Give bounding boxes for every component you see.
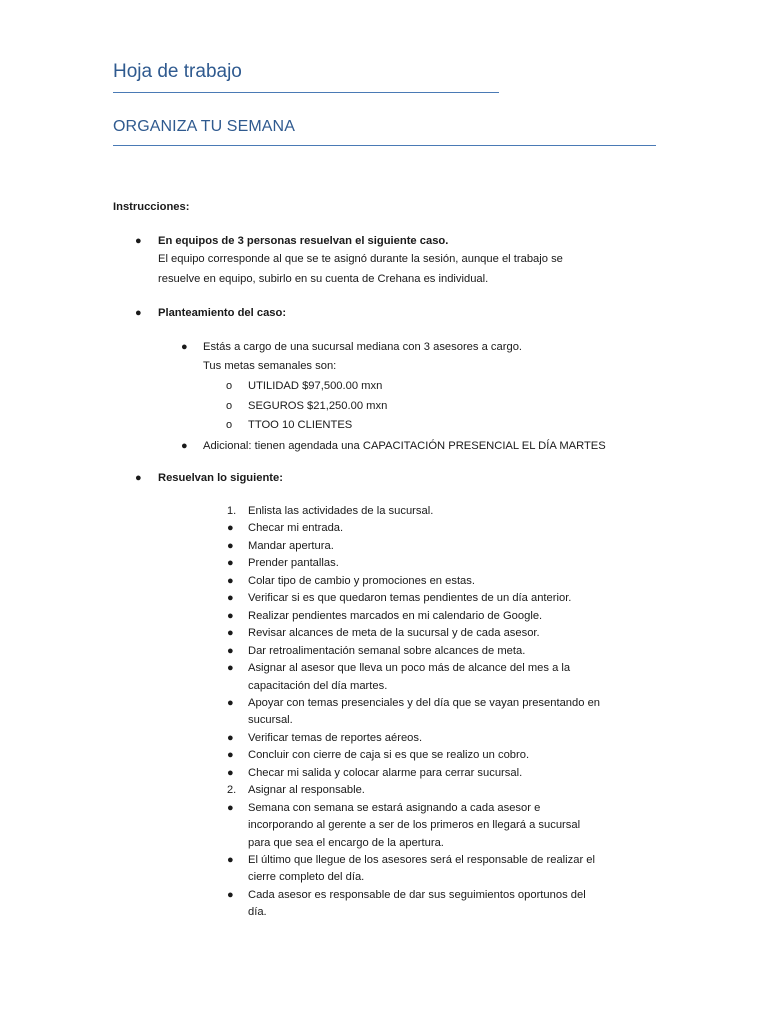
- section1-text-line: resuelve en equipo, subirlo en su cuenta de Crehana es individual.: [158, 273, 489, 285]
- list-item: Asignar al responsable.: [248, 784, 365, 796]
- bullet-icon: ●: [227, 802, 234, 814]
- section2-heading: Planteamiento del caso:: [158, 307, 287, 319]
- bullet-icon: ●: [135, 472, 142, 484]
- list-item: Verificar si es que quedaron temas pendientes de un día anterior.: [248, 592, 572, 604]
- bullet-icon: ●: [227, 732, 234, 744]
- list-number: 1.: [227, 505, 237, 517]
- list-item: Checar mi salida y colocar alarme para cerrar sucursal.: [248, 767, 523, 779]
- case-item-line: Estás a cargo de una sucursal mediana con 3 asesores a cargo.: [203, 341, 523, 353]
- bullet-icon: ●: [227, 767, 234, 779]
- list-item: Semana con semana se estará asignando a cada asesor e: [248, 802, 541, 814]
- list-item: Prender pantallas.: [248, 557, 339, 569]
- bullet-icon: ●: [227, 592, 234, 604]
- bullet-icon: ●: [227, 610, 234, 622]
- section1-text-line: El equipo corresponde al que se te asignó durante la sesión, aunque el trabajo se: [158, 253, 563, 265]
- list-item: Cada asesor es responsable de dar sus seguimientos oportunos del: [248, 889, 586, 901]
- list-item: Asignar al asesor que lleva un poco más de alcance del mes a la: [248, 662, 571, 674]
- list-item: para que sea el encargo de la apertura.: [248, 837, 444, 849]
- title-underline: [113, 92, 499, 93]
- bullet-icon: ●: [227, 662, 234, 674]
- list-item: Verificar temas de reportes aéreos.: [248, 732, 423, 744]
- list-item: Revisar alcances de meta de la sucursal y de cada asesor.: [248, 627, 540, 639]
- goal-item: TTOO 10 CLIENTES: [248, 419, 353, 431]
- circle-marker: o: [226, 400, 233, 412]
- section3-heading: Resuelvan lo siguiente:: [158, 472, 283, 484]
- case-item-line: Adicional: tienen agendada una CAPACITACIÓN PRESENCIAL EL DÍA MARTES: [203, 440, 606, 452]
- bullet-icon: ●: [227, 522, 234, 534]
- goal-item: UTILIDAD $97,500.00 mxn: [248, 380, 383, 392]
- bullet-icon: ●: [227, 749, 234, 761]
- bullet-icon: ●: [227, 557, 234, 569]
- instructions-label: Instrucciones:: [113, 201, 190, 213]
- bullet-icon: ●: [227, 697, 234, 709]
- case-item-line: Tus metas semanales son:: [203, 360, 337, 372]
- list-item: cierre completo del día.: [248, 871, 365, 883]
- list-item: Colar tipo de cambio y promociones en estas.: [248, 575, 475, 587]
- bullet-icon: ●: [227, 854, 234, 866]
- list-item: incorporando al gerente a ser de los primeros en llegará a sucursal: [248, 819, 581, 831]
- bullet-icon: ●: [181, 341, 188, 353]
- page-subtitle: ORGANIZA TU SEMANA: [113, 118, 295, 135]
- bullet-icon: ●: [135, 235, 142, 247]
- list-item: Apoyar con temas presenciales y del día que se vayan presentando en: [248, 697, 601, 709]
- list-item: Concluir con cierre de caja si es que se realizo un cobro.: [248, 749, 530, 761]
- goal-item: SEGUROS $21,250.00 mxn: [248, 400, 388, 412]
- circle-marker: o: [226, 419, 233, 431]
- list-item: sucursal.: [248, 714, 293, 726]
- list-item: Enlista las actividades de la sucursal.: [248, 505, 434, 517]
- list-item: Mandar apertura.: [248, 540, 334, 552]
- subtitle-underline: [113, 145, 656, 146]
- section1-heading: En equipos de 3 personas resuelvan el siguiente caso.: [158, 235, 449, 247]
- bullet-icon: ●: [227, 889, 234, 901]
- list-item: Checar mi entrada.: [248, 522, 344, 534]
- list-item: día.: [248, 906, 267, 918]
- bullet-icon: ●: [181, 440, 188, 452]
- bullet-icon: ●: [227, 627, 234, 639]
- bullet-icon: ●: [227, 645, 234, 657]
- list-item: Dar retroalimentación semanal sobre alcances de meta.: [248, 645, 526, 657]
- list-item: capacitación del día martes.: [248, 680, 388, 692]
- list-item: El último que llegue de los asesores será el responsable de realizar el: [248, 854, 596, 866]
- page-title: Hoja de trabajo: [113, 61, 242, 82]
- bullet-icon: ●: [135, 307, 142, 319]
- bullet-icon: ●: [227, 540, 234, 552]
- list-item: Realizar pendientes marcados en mi calendario de Google.: [248, 610, 543, 622]
- bullet-icon: ●: [227, 575, 234, 587]
- circle-marker: o: [226, 380, 233, 392]
- list-number: 2.: [227, 784, 237, 796]
